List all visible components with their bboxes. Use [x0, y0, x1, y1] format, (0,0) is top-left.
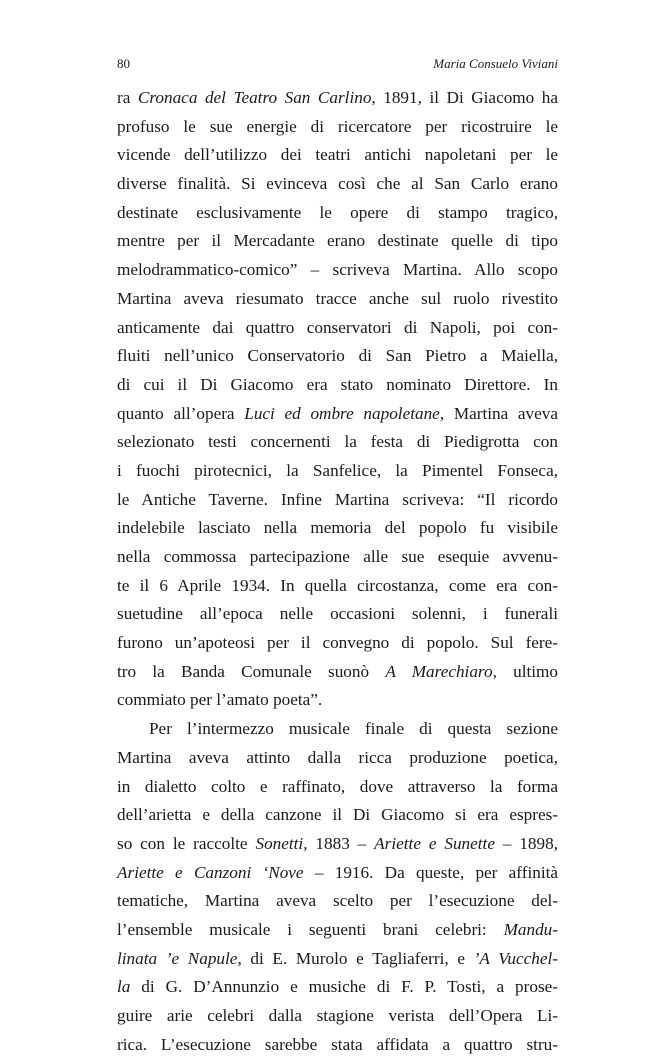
text-line: [117, 227, 558, 256]
text-line: [117, 543, 558, 572]
text-line: [117, 629, 558, 658]
text-segment: di G. D’Annunzio e musiche di F. P. Tosti, a prose-: [130, 977, 558, 997]
text-segment: di cui il Di Giacomo era stato nominato Direttore. In: [117, 374, 558, 394]
text-line: [117, 84, 558, 113]
text-segment: rica. L’esecuzione sarebbe stata affidata a quattro stru-: [117, 1034, 558, 1054]
text-line: [117, 973, 558, 1002]
text-segment: destinate esclusivamente le opere di stampo tragico,: [117, 202, 558, 222]
text-line: [117, 916, 558, 945]
text-segment: Per l’intermezzo musicale finale di questa sezione: [149, 719, 558, 739]
italic-segment: ’A Vucchel-: [473, 948, 558, 968]
text-segment: melodrammatico-comico” – scriveva Martina. Allo scopo: [117, 260, 558, 280]
text-segment: vicende dell’utilizzo dei teatri antichi napoletani per le: [117, 145, 558, 165]
text-line: [117, 859, 558, 888]
text-segment: , 1891, il Di Giacomo ha: [371, 88, 559, 107]
text-segment: tro la Banda Comunale suonò: [117, 661, 386, 681]
text-segment: ra: [117, 88, 138, 107]
text-segment: fluiti nell’unico Conservatorio di San Pietro a Maiella,: [117, 346, 558, 366]
text-line: [117, 314, 558, 343]
text-segment: , di E. Murolo e Tagliaferri, e: [237, 948, 474, 968]
text-segment: commiato per l’amato poeta”.: [117, 690, 323, 710]
text-line: [117, 830, 558, 859]
text-line: [117, 400, 558, 429]
text-segment: suetudine all’epoca nelle occasioni solenni, i funerali: [117, 604, 558, 624]
text-segment: mentre per il Mercadante erano destinate quelle di tipo: [117, 231, 558, 251]
text-line: [117, 773, 558, 802]
text-line: [117, 170, 558, 199]
text-segment: guire arie celebri dalla stagione verista dell’Opera Li-: [117, 1006, 558, 1025]
italic-segment: A Marechiaro: [385, 661, 493, 681]
text-line: [117, 256, 558, 285]
text-segment: indelebile lasciato nella memoria del popolo fu visibile: [117, 518, 558, 538]
text-segment: te il 6 Aprile 1934. In quella circostanza, come era con-: [117, 575, 558, 595]
italic-segment: linata ’e Napule: [117, 948, 238, 968]
italic-segment: la: [117, 977, 131, 997]
text-line: [117, 945, 558, 974]
body-text: [117, 84, 558, 1059]
running-head: Maria Consuelo Viviani: [433, 56, 558, 71]
text-segment: le Antiche Taverne. Infine Martina scriveva: “Il ricordo: [117, 489, 558, 509]
text-line: [117, 113, 558, 142]
text-segment: , 1883 –: [303, 833, 375, 853]
italic-segment: Ariette e Canzoni ‘Nove: [117, 862, 304, 882]
text-line: [117, 600, 558, 629]
text-line: [117, 887, 558, 916]
text-segment: quanto all’opera: [117, 403, 245, 423]
text-segment: dell’arietta e della canzone il Di Giacomo si era espres-: [117, 805, 558, 825]
text-line: [117, 285, 558, 314]
text-segment: i fuochi pirotecnici, la Sanfelice, la Pimentel Fonseca,: [117, 460, 558, 480]
text-segment: Martina aveva attinto dalla ricca produzione poetica,: [117, 747, 558, 767]
text-line: [117, 658, 558, 687]
italic-segment: Sonetti: [255, 833, 304, 853]
text-line: [117, 514, 558, 543]
text-line: [117, 141, 558, 170]
text-line: [117, 801, 558, 830]
text-segment: furono un’apoteosi per il convegno di popolo. Sul fere-: [117, 633, 558, 653]
text-segment: in dialetto colto e raffinato, dove attraverso la forma: [117, 776, 558, 796]
text-segment: selezionato testi concernenti la festa di Piedigrotta con: [117, 432, 558, 452]
text-line: [117, 744, 558, 773]
text-segment: – 1916. Da queste, per affinità: [303, 862, 558, 882]
text-segment: , Martina aveva: [439, 403, 558, 423]
text-segment: profuso le sue energie di ricercatore per ricostruire le: [117, 116, 558, 136]
text-segment: , ultimo: [492, 661, 558, 681]
text-segment: – 1898,: [494, 833, 559, 853]
text-line: [117, 715, 558, 744]
text-line: [117, 686, 558, 715]
text-segment: l’ensemble musicale i seguenti brani celebri:: [117, 919, 504, 939]
text-line: [117, 342, 558, 371]
text-segment: tematiche, Martina aveva scelto per l’esecuzione del-: [117, 891, 558, 911]
text-segment: nella commossa partecipazione alle sue esequie avvenu-: [117, 547, 558, 566]
text-line: [117, 1002, 558, 1031]
page-number: 80: [117, 56, 130, 71]
italic-segment: Mandu-: [503, 919, 558, 939]
text-line: [117, 486, 558, 515]
italic-segment: Ariette e Sunette: [374, 833, 495, 853]
text-segment: Martina aveva riesumato tracce anche sul ruolo rivestito: [117, 288, 558, 308]
text-line: [117, 371, 558, 400]
text-line: [117, 572, 558, 601]
text-line: [117, 428, 558, 457]
italic-segment: Luci ed ombre napoletane: [244, 403, 440, 423]
italic-segment: Cronaca del Teatro San Carlino: [137, 88, 372, 107]
text-segment: diverse finalità. Si evinceva così che al San Carlo erano: [117, 174, 558, 194]
text-line: [117, 457, 558, 486]
text-line: [117, 1031, 558, 1059]
text-segment: so con le raccolte: [117, 833, 256, 853]
text-line: [117, 199, 558, 228]
text-segment: anticamente dai quattro conservatori di Napoli, poi con-: [117, 317, 558, 337]
